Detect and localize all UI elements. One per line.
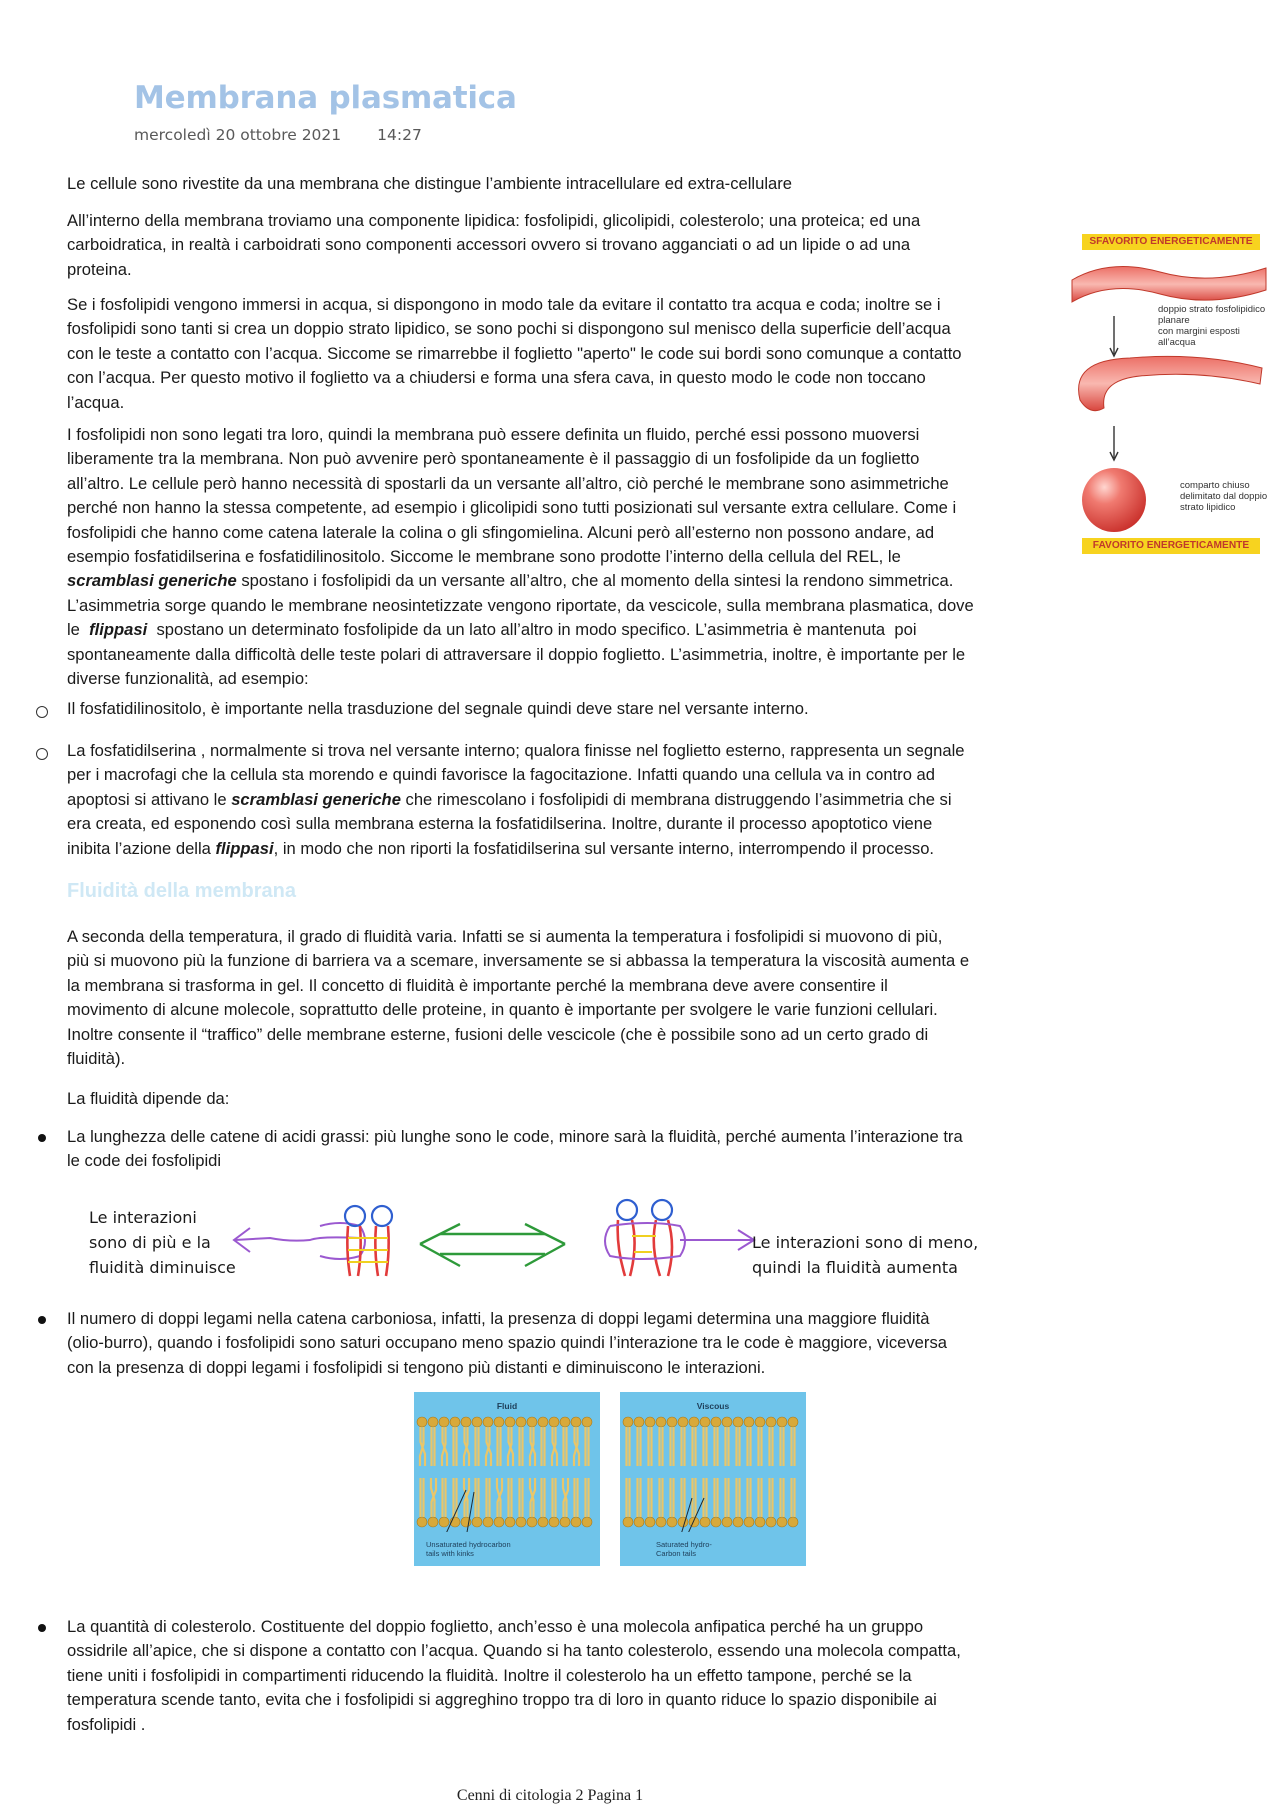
text-line: l’acqua. [67, 392, 125, 412]
caption-fluid: Unsaturated hydrocarbon tails with kinks [426, 1540, 511, 1558]
lipid-tail [498, 1427, 501, 1466]
lipid-tail [759, 1427, 762, 1466]
interactions-sketch [220, 1196, 780, 1286]
lipid-tail [575, 1478, 578, 1517]
text-line: fosfolipidi sono tanti si crea un doppio strato lipidico, se sono pochi si dispongono sul menisco della superficie dell’acqua [67, 319, 951, 339]
text-line: perché non hanno la stessa competente, ad esempio i glicolipidi sono tutti posizionati sul versante extra cellulare. Come i [67, 498, 957, 518]
lipid-head [549, 1417, 559, 1427]
lipid-head [527, 1417, 537, 1427]
lipid-head [700, 1517, 710, 1527]
bullet-circle [36, 706, 48, 718]
lipid-tail [421, 1478, 424, 1517]
lipid-head [560, 1517, 570, 1527]
lipid-head [483, 1517, 493, 1527]
lipid-tail [649, 1427, 652, 1466]
lipid-tail [563, 1478, 568, 1517]
lipid-tail [476, 1478, 479, 1517]
lipid-head [755, 1517, 765, 1527]
lipid-head [538, 1517, 548, 1527]
term-flippasi: flippasi [215, 838, 274, 858]
bullet-circle [36, 748, 48, 760]
lipid-head [777, 1417, 787, 1427]
list-item-cholesterol [67, 1615, 1067, 1737]
page-time: 14:27 [377, 126, 422, 144]
text-line: con l’acqua. Per questo motivo il foglietto va a chiudersi e forma una sfera cava, in questo modo le code non toccano [67, 368, 926, 388]
lipid-tail [442, 1427, 447, 1466]
lipid-head [560, 1417, 570, 1427]
list-item-inositolo [67, 697, 1067, 721]
text-line: scramblasi generiche spostano i fosfolipidi da un versante all’altro, che al momento della sintesi la rendono simmetrica. [67, 571, 954, 591]
text-line: movimento di alcune molecole, soprattutto delle proteine, in quanto è importante per svolgere le varie funzioni cellulari. [67, 1000, 938, 1020]
page-footer: Cenni di citologia 2 Pagina 1 [456, 1787, 644, 1804]
caption-closed: comparto chiuso delimitato dal doppio strato lipidico [1180, 480, 1268, 513]
band-favored: FAVORITO ENERGETICAMENTE [1082, 538, 1260, 554]
lipid-tail [737, 1478, 740, 1517]
lipid-head [733, 1517, 743, 1527]
text-line: diverse funzionalità, ad esempio: [67, 669, 309, 689]
fluid-bilayer [414, 1414, 600, 1532]
lipid-head [700, 1417, 710, 1427]
text-line: carboidratica, in realtà i carboidrati sono componenti accessori ovvero si trovano agganciati o ad un lipide o ad una [67, 235, 911, 255]
text-line: inibita l’azione della flippasi, in modo che non riporti la fosfatidilserina sul versante interno, interrompendo il processo. [67, 838, 935, 858]
text-line: La quantità di colesterolo. Costituente del doppio foglietto, anch’esso è una molecola anfipatica perché ha un gruppo [67, 1617, 924, 1636]
lipid-head [571, 1517, 581, 1527]
lipid-tail [454, 1427, 457, 1466]
list-item-serina [67, 739, 1067, 861]
lipid-head [582, 1517, 592, 1527]
lipid-tail [715, 1478, 718, 1517]
lipid-tail [586, 1427, 589, 1466]
lipid-head [722, 1417, 732, 1427]
text-line: temperatura scende tanto, evita che i fosfolipidi si aggreghino troppo tra di loro in quanto riduce lo spazio disponibile ai [67, 1690, 937, 1710]
text-line: spontaneamente dalla difficoltà delle teste polari di attraversare il doppio foglietto. L’asimmetria, inoltre, è importante per le [67, 644, 966, 664]
paragraph-water [67, 293, 1067, 415]
figure-note-left: Le interazioni sono di più e la fluidità diminuisce [89, 1208, 236, 1277]
lipid-head [711, 1417, 721, 1427]
lipid-tail [509, 1478, 512, 1517]
lipid-tail [431, 1478, 436, 1517]
text-line: Se i fosfolipidi vengono immersi in acqua, si dispongono in modo tale da evitare il contatto tra acqua e coda; inoltre se i [67, 295, 941, 314]
page-title: Membrana plasmatica [134, 80, 517, 116]
lipid-tail [476, 1427, 479, 1466]
lipid-head [527, 1517, 537, 1527]
band-unfavored: SFAVORITO ENERGETICAMENTE [1082, 234, 1260, 250]
text-line: La fluidità dipende da: [67, 1089, 230, 1108]
lipid-tail [759, 1478, 762, 1517]
lipid-tail [432, 1427, 435, 1466]
lipid-tail [726, 1427, 729, 1466]
panel-viscous [620, 1392, 806, 1566]
panel-title-viscous: Viscous [696, 1401, 730, 1411]
lipid-head [755, 1417, 765, 1427]
lipid-head [494, 1417, 504, 1427]
lipid-tail [726, 1478, 729, 1517]
text-line: ossidrile all’apice, che si dispone a contatto con l’acqua. Quando si ha tanto colesterolo, essendo una molecola compatta, [67, 1641, 961, 1661]
lipid-head [582, 1417, 592, 1427]
lipid-head [571, 1417, 581, 1427]
lipid-tail [770, 1427, 773, 1466]
bullet-dot [38, 1134, 46, 1142]
lipid-tail [530, 1478, 535, 1517]
lipid-head [417, 1417, 427, 1427]
lipid-tail [649, 1478, 652, 1517]
lipid-head [428, 1417, 438, 1427]
text-line: Le cellule sono rivestite da una membrana che distingue l’ambiente intracellulare ed extra-cellulare [67, 174, 792, 193]
figure-bilayer-sphere [1070, 226, 1270, 562]
paragraph-depends [67, 1087, 1067, 1111]
list-item-double-bonds [67, 1307, 1067, 1380]
text-line: La fosfatidilserina , normalmente si trova nel versante interno; qualora finisse nel foglietto esterno, rappresenta un segnale [67, 741, 965, 760]
lipid-tail [486, 1427, 491, 1466]
lipid-tail [508, 1427, 513, 1466]
text-line: proteina. [67, 259, 132, 279]
figure-interactions [60, 1196, 1060, 1286]
text-line: apoptosi si attivano le scramblasi generiche che rimescolano i fosfolipidi di membrana distruggendo l’asimmetria che si [67, 789, 952, 809]
panel-fluid [414, 1392, 600, 1566]
term-flippasi: flippasi [89, 620, 148, 640]
text-line: la membrana si trasforma in gel. Il concetto di fluidità è importante perché la membrana deve avere consentire il [67, 975, 888, 995]
lipid-tail [770, 1478, 773, 1517]
lipid-tail [682, 1427, 685, 1466]
lipid-tail [660, 1427, 663, 1466]
lipid-tail [748, 1427, 751, 1466]
lipid-head [483, 1417, 493, 1427]
bullet-dot [38, 1624, 46, 1632]
text-line: (olio-burro), quando i fosfolipidi sono saturi occupano meno spazio quindi l’interazione tra le code è maggiore, viceversa [67, 1333, 947, 1353]
page-date: mercoledì 20 ottobre 2021 [134, 126, 342, 144]
lipid-head [516, 1517, 526, 1527]
lipid-tail [520, 1427, 523, 1466]
lipid-head [623, 1517, 633, 1527]
lipid-tail [627, 1478, 630, 1517]
lipid-tail [542, 1427, 545, 1466]
lipid-head [634, 1417, 644, 1427]
text-line: tiene uniti i fosfolipidi in compartimenti riducendo la fluidità. Inoltre il colesterolo ha un effetto tampone, perché se la [67, 1665, 912, 1685]
text-line: Il fosfatidilinositolo, è importante nella trasduzione del segnale quindi deve stare nel versante interno. [67, 699, 809, 718]
text-line: con la presenza di doppi legami i fosfolipidi si tengono più distanti e diminuiscono le interazioni. [67, 1357, 766, 1377]
figure-fluid-viscous [414, 1392, 806, 1566]
lipid-head [733, 1417, 743, 1427]
lipid-head [538, 1417, 548, 1427]
lipid-tail [693, 1478, 696, 1517]
lipid-head [623, 1417, 633, 1427]
paragraph-components [67, 209, 1067, 282]
text-line: fluidità). [67, 1049, 126, 1069]
lipid-tail [682, 1478, 685, 1517]
lipid-tail [781, 1478, 784, 1517]
panel-title-fluid: Fluid [496, 1401, 518, 1411]
lipid-head [450, 1417, 460, 1427]
lipid-head [788, 1417, 798, 1427]
text-line: I fosfolipidi non sono legati tra loro, quindi la membrana può essere definita un fluido, perché essi possono muoversi [67, 425, 920, 444]
list-item-chain-length [67, 1125, 1067, 1174]
viscous-bilayer [620, 1414, 806, 1532]
text-line: liberamente tra la membrana. Non può avvenire però spontaneamente è il passaggio di un fosfolipide da un foglietto [67, 449, 920, 469]
lipid-tail [748, 1478, 751, 1517]
lipid-head [472, 1517, 482, 1527]
lipid-head [678, 1517, 688, 1527]
lipid-head [516, 1417, 526, 1427]
lipid-head [549, 1517, 559, 1527]
lipid-tail [638, 1478, 641, 1517]
lipid-tail [671, 1478, 674, 1517]
lipid-head [766, 1517, 776, 1527]
lipid-tail [487, 1478, 490, 1517]
text-line: A seconda della temperatura, il grado di fluidità varia. Infatti se si aumenta la temperatura i fosfolipidi si muovono di più, [67, 927, 943, 946]
lipid-tail [704, 1427, 707, 1466]
lipid-head [788, 1517, 798, 1527]
lipid-tail [704, 1478, 707, 1517]
text-line: fosfolipidi che hanno come catena laterale la colina o gli sfingomielina. Alcuni però all’esterno non possono andare, ad [67, 522, 935, 542]
lipid-head [645, 1417, 655, 1427]
lipid-head [678, 1417, 688, 1427]
page-meta [134, 126, 422, 144]
text-line: per i macrofagi che la cellula sta morendo e quindi favorisce la fagocitazione. Infatti quando una cellula va in contro ad [67, 765, 936, 785]
lipid-tail [553, 1478, 556, 1517]
text-line: fosfolipidi . [67, 1714, 146, 1734]
lipid-head [656, 1517, 666, 1527]
lipid-head [439, 1517, 449, 1527]
lipid-tail [542, 1478, 545, 1517]
lipid-tail [564, 1427, 567, 1466]
text-line: le code dei fosfolipidi [67, 1151, 222, 1171]
text-line: era creata, ed esponendo così sulla membrana esterna la fosfatidilserina. Inoltre, durante il processo apoptotico viene [67, 814, 933, 834]
lipid-tail [781, 1427, 784, 1466]
lipid-head [634, 1517, 644, 1527]
lipid-head [689, 1517, 699, 1527]
caption-planar: doppio strato fosfolipidico planare con margini esposti all’acqua [1158, 304, 1266, 348]
section-heading-fluidita: Fluidità della membrana [67, 880, 296, 902]
lipid-head [439, 1417, 449, 1427]
text-line: all’altro. Le cellule però hanno necessità di spostarli da un versante all’altro, ciò perché le membrane sono asimmetriche [67, 473, 949, 493]
lipid-head [689, 1417, 699, 1427]
lipid-tail [552, 1427, 557, 1466]
lipid-tail [737, 1427, 740, 1466]
lipid-tail [586, 1478, 589, 1517]
lipid-tail [715, 1427, 718, 1466]
paragraph-intro [67, 172, 1067, 196]
term-scramblasi: scramblasi generiche [231, 789, 401, 809]
lipid-tail [627, 1427, 630, 1466]
figure-note-right: Le interazioni sono di meno, quindi la fluidità aumenta [752, 1233, 979, 1277]
bullet-dot [38, 1316, 46, 1324]
lipid-head [667, 1417, 677, 1427]
lipid-head [505, 1517, 515, 1527]
lipid-tail [497, 1478, 502, 1517]
lipid-tail [420, 1427, 425, 1466]
lipid-tail [638, 1427, 641, 1466]
lipid-tail [520, 1478, 523, 1517]
lipid-head [472, 1417, 482, 1427]
lipid-tail [443, 1478, 446, 1517]
text-line: Il numero di doppi legami nella catena carboniosa, infatti, la presenza di doppi legami determina una maggiore fluidità [67, 1309, 930, 1328]
lipid-head [428, 1517, 438, 1527]
lipid-tail [660, 1478, 663, 1517]
lipid-head [766, 1417, 776, 1427]
lipid-head [711, 1517, 721, 1527]
paragraph-temperature [67, 925, 1067, 1071]
text-line: La lunghezza delle catene di acidi grassi: più lunghe sono le code, minore sarà la fluidità, perché aumenta l’interazione tra [67, 1127, 963, 1146]
lipid-tail [464, 1478, 469, 1517]
paragraph-asymmetry [67, 423, 1067, 691]
lipid-tail [530, 1427, 535, 1466]
text-line: L’asimmetria sorge quando le membrane neosintetizzate vengono riportate, da vescicole, sulla membrana plasmatica, dove [67, 595, 974, 615]
term-scramblasi: scramblasi generiche [67, 571, 237, 591]
lipid-tail [693, 1427, 696, 1466]
lipid-head [461, 1417, 471, 1427]
text-line: Inoltre consente il “traffico” delle membrane esterne, fusioni delle vescicole (che è possibile sono ad un certo grado di [67, 1024, 929, 1044]
text-line: le flippasi spostano un determinato fosfolipide da un lato all’altro in modo specifico. L’asimmetria è mantenuta poi [67, 620, 917, 640]
lipid-tail [574, 1427, 579, 1466]
text-line: All’interno della membrana troviamo una componente lipidica: fosfolipidi, glicolipidi, colesterolo; una proteica; ed una [67, 211, 921, 230]
caption-viscous: Saturated hydro- Carbon tails [656, 1540, 712, 1558]
lipid-head [505, 1417, 515, 1427]
lipid-head [777, 1517, 787, 1527]
lipid-head [656, 1417, 666, 1427]
lipid-tail [464, 1427, 469, 1466]
text-line: con le teste a contatto con l’acqua. Siccome se rimarrebbe il foglietto "aperto" le code sui bordi sono comunque a contatto [67, 343, 962, 363]
lipid-tail [792, 1478, 795, 1517]
lipid-head [744, 1417, 754, 1427]
lipid-head [417, 1517, 427, 1527]
lipid-head [722, 1517, 732, 1527]
lipid-head [744, 1517, 754, 1527]
text-line: esempio fosfatidilserina e fosfatidilinositolo. Siccome le membrane sono prodotte l’interno della cellula del REL, le [67, 547, 901, 567]
lipid-tail [671, 1427, 674, 1466]
text-line: più si muovono più la funzione di barriera va a scemare, inversamente se si abbassa la temperatura la viscosità aumenta e [67, 951, 970, 971]
lipid-tail [792, 1427, 795, 1466]
lipid-head [667, 1517, 677, 1527]
lipid-head [494, 1517, 504, 1527]
lipid-head [645, 1517, 655, 1527]
